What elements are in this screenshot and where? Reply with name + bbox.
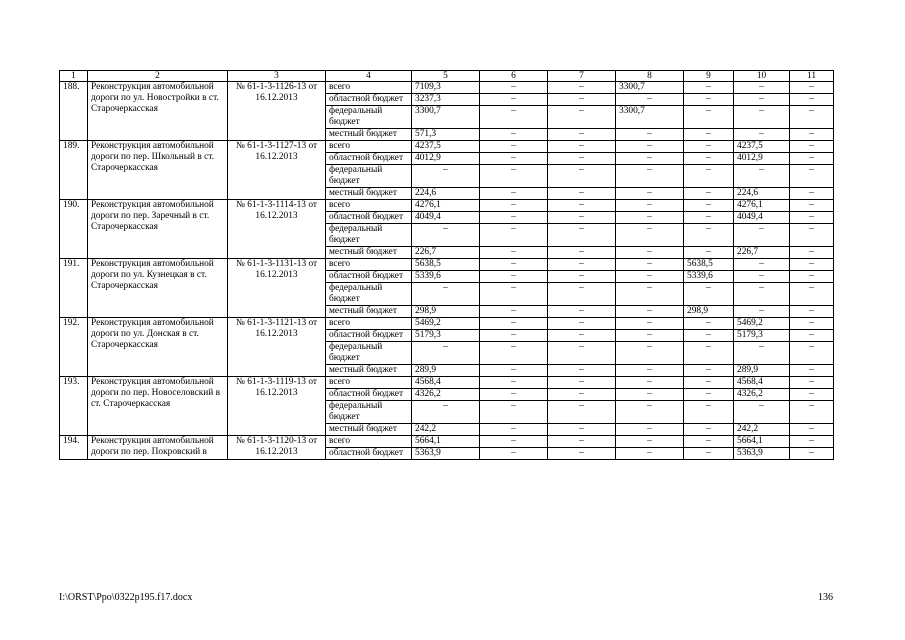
row-number: 188. [60, 82, 88, 141]
row-number: 192. [60, 318, 88, 377]
amount-cell: – [548, 224, 616, 247]
amount-cell: 242,2 [734, 424, 790, 436]
amount-cell: – [790, 330, 834, 342]
amount-cell: 7109,3 [412, 82, 480, 94]
amount-cell: – [548, 94, 616, 106]
table-body [60, 82, 834, 460]
document-ref: № 61-1-3-1120-13 от 16.12.2013 [228, 436, 326, 460]
amount-cell: – [412, 401, 480, 424]
amount-cell: 4012,9 [412, 153, 480, 165]
amount-cell: – [734, 106, 790, 129]
table-row [60, 377, 834, 389]
document-ref: № 61-1-3-1126-13 от 16.12.2013 [228, 82, 326, 141]
amount-cell: – [616, 165, 684, 188]
funding-source: местный бюджет [326, 188, 412, 200]
amount-cell: 5664,1 [412, 436, 480, 448]
column-header: 3 [228, 71, 326, 82]
amount-cell: 4049,4 [734, 212, 790, 224]
amount-cell: – [548, 141, 616, 153]
amount-cell: – [480, 224, 548, 247]
object-name: Реконструкция автомобильной дороги по пер. Школьный в ст. Старочеркасская [88, 141, 228, 200]
amount-cell: – [616, 247, 684, 259]
amount-cell: – [480, 247, 548, 259]
amount-cell: – [734, 129, 790, 141]
amount-cell: – [684, 106, 734, 129]
amount-cell: – [616, 436, 684, 448]
amount-cell: – [734, 94, 790, 106]
amount-cell: – [480, 283, 548, 306]
amount-cell: – [480, 436, 548, 448]
header-row [60, 71, 834, 82]
amount-cell: – [548, 342, 616, 365]
column-header: 10 [734, 71, 790, 82]
amount-cell: – [790, 129, 834, 141]
amount-cell: – [684, 377, 734, 389]
funding-source: всего [326, 82, 412, 94]
amount-cell: 5179,3 [734, 330, 790, 342]
row-number: 190. [60, 200, 88, 259]
amount-cell: – [548, 436, 616, 448]
amount-cell: – [684, 141, 734, 153]
amount-cell: – [616, 448, 684, 460]
amount-cell: – [616, 129, 684, 141]
page-number: 136 [818, 592, 833, 603]
object-name: Реконструкция автомобильной дороги по ул. Новостройки в ст. Старочеркасская [88, 82, 228, 141]
amount-cell: – [790, 401, 834, 424]
table-row [60, 259, 834, 271]
amount-cell: – [616, 200, 684, 212]
amount-cell: – [548, 389, 616, 401]
funding-source: областной бюджет [326, 94, 412, 106]
amount-cell: – [480, 94, 548, 106]
amount-cell: – [790, 141, 834, 153]
amount-cell: – [480, 200, 548, 212]
object-name: Реконструкция автомобильной дороги по ул. Кузнецкая в ст. Старочеркасская [88, 259, 228, 318]
object-name: Реконструкция автомобильной дороги по пер. Новоселовский в ст. Старочеркасская [88, 377, 228, 436]
amount-cell: – [790, 424, 834, 436]
amount-cell: 289,9 [734, 365, 790, 377]
amount-cell: – [480, 330, 548, 342]
amount-cell: – [480, 106, 548, 129]
funding-source: всего [326, 259, 412, 271]
amount-cell: 5638,5 [412, 259, 480, 271]
amount-cell: – [616, 377, 684, 389]
column-header: 6 [480, 71, 548, 82]
amount-cell: – [790, 106, 834, 129]
amount-cell: – [548, 283, 616, 306]
amount-cell: – [616, 141, 684, 153]
column-header: 4 [326, 71, 412, 82]
amount-cell: 3237,3 [412, 94, 480, 106]
amount-cell: – [790, 389, 834, 401]
amount-cell: – [412, 342, 480, 365]
funding-source: всего [326, 436, 412, 448]
amount-cell: 5664,1 [734, 436, 790, 448]
amount-cell: – [684, 129, 734, 141]
funding-source: местный бюджет [326, 424, 412, 436]
amount-cell: 5363,9 [734, 448, 790, 460]
amount-cell: – [790, 377, 834, 389]
funding-source: местный бюджет [326, 306, 412, 318]
amount-cell: – [480, 153, 548, 165]
amount-cell: – [548, 129, 616, 141]
amount-cell: – [548, 247, 616, 259]
amount-cell: – [412, 224, 480, 247]
amount-cell: – [790, 342, 834, 365]
column-header: 8 [616, 71, 684, 82]
amount-cell: – [790, 436, 834, 448]
amount-cell: – [684, 188, 734, 200]
funding-source: федеральный бюджет [326, 106, 412, 129]
amount-cell: 3300,7 [616, 82, 684, 94]
amount-cell: – [790, 365, 834, 377]
amount-cell: – [480, 259, 548, 271]
funding-source: местный бюджет [326, 129, 412, 141]
amount-cell: – [790, 165, 834, 188]
amount-cell: – [616, 318, 684, 330]
amount-cell: – [616, 188, 684, 200]
amount-cell: – [790, 188, 834, 200]
amount-cell: 226,7 [734, 247, 790, 259]
amount-cell: – [790, 247, 834, 259]
amount-cell: – [480, 389, 548, 401]
amount-cell: 289,9 [412, 365, 480, 377]
funding-source: всего [326, 318, 412, 330]
amount-cell: 4276,1 [734, 200, 790, 212]
amount-cell: 4049,4 [412, 212, 480, 224]
document-ref: № 61-1-3-1127-13 от 16.12.2013 [228, 141, 326, 200]
amount-cell: – [616, 330, 684, 342]
amount-cell: – [548, 424, 616, 436]
amount-cell: – [684, 94, 734, 106]
amount-cell: 224,6 [412, 188, 480, 200]
column-header: 11 [790, 71, 834, 82]
amount-cell: – [790, 82, 834, 94]
amount-cell: 298,9 [412, 306, 480, 318]
amount-cell: – [548, 82, 616, 94]
amount-cell: – [412, 165, 480, 188]
amount-cell: – [412, 283, 480, 306]
amount-cell: – [480, 129, 548, 141]
amount-cell: – [790, 200, 834, 212]
document-ref: № 61-1-3-1119-13 от 16.12.2013 [228, 377, 326, 436]
amount-cell: – [734, 165, 790, 188]
amount-cell: – [734, 224, 790, 247]
amount-cell: 5469,2 [412, 318, 480, 330]
amount-cell: – [790, 94, 834, 106]
amount-cell: – [548, 377, 616, 389]
amount-cell: – [616, 342, 684, 365]
document-ref: № 61-1-3-1114-13 от 16.12.2013 [228, 200, 326, 259]
amount-cell: 571,3 [412, 129, 480, 141]
amount-cell: – [790, 283, 834, 306]
amount-cell: – [548, 200, 616, 212]
amount-cell: – [480, 306, 548, 318]
amount-cell: – [480, 377, 548, 389]
amount-cell: – [790, 153, 834, 165]
amount-cell: 226,7 [412, 247, 480, 259]
amount-cell: – [616, 401, 684, 424]
amount-cell: 4326,2 [734, 389, 790, 401]
amount-cell: – [480, 82, 548, 94]
amount-cell: – [790, 318, 834, 330]
amount-cell: – [684, 165, 734, 188]
funding-source: областной бюджет [326, 271, 412, 283]
row-number: 189. [60, 141, 88, 200]
amount-cell: – [684, 153, 734, 165]
table-row [60, 200, 834, 212]
amount-cell: 4012,9 [734, 153, 790, 165]
budget-table [59, 70, 834, 460]
funding-source: всего [326, 377, 412, 389]
amount-cell: – [480, 424, 548, 436]
row-number: 194. [60, 436, 88, 460]
object-name: Реконструкция автомобильной дороги по пер. Покровский в [88, 436, 228, 460]
amount-cell: – [548, 153, 616, 165]
row-number: 191. [60, 259, 88, 318]
amount-cell: 4237,5 [412, 141, 480, 153]
document-ref: № 61-1-3-1131-13 от 16.12.2013 [228, 259, 326, 318]
amount-cell: – [684, 424, 734, 436]
funding-source: федеральный бюджет [326, 165, 412, 188]
amount-cell: – [790, 224, 834, 247]
amount-cell: 4276,1 [412, 200, 480, 212]
table-row [60, 82, 834, 94]
table-row [60, 318, 834, 330]
amount-cell: 242,2 [412, 424, 480, 436]
amount-cell: – [480, 271, 548, 283]
amount-cell: – [616, 153, 684, 165]
amount-cell: – [734, 306, 790, 318]
column-header: 1 [60, 71, 88, 82]
row-number: 193. [60, 377, 88, 436]
amount-cell: – [790, 212, 834, 224]
funding-source: федеральный бюджет [326, 283, 412, 306]
amount-cell: – [684, 330, 734, 342]
amount-cell: – [616, 306, 684, 318]
funding-source: областной бюджет [326, 448, 412, 460]
column-header: 7 [548, 71, 616, 82]
amount-cell: 5469,2 [734, 318, 790, 330]
table-row [60, 141, 834, 153]
funding-source: областной бюджет [326, 330, 412, 342]
amount-cell: – [548, 106, 616, 129]
amount-cell: – [734, 401, 790, 424]
amount-cell: – [734, 259, 790, 271]
column-header: 2 [88, 71, 228, 82]
amount-cell: – [734, 271, 790, 283]
amount-cell: – [684, 318, 734, 330]
object-name: Реконструкция автомобильной дороги по пер. Заречный в ст. Старочеркасская [88, 200, 228, 259]
amount-cell: – [548, 365, 616, 377]
amount-cell: 4568,4 [412, 377, 480, 389]
amount-cell: – [548, 188, 616, 200]
amount-cell: 5638,5 [684, 259, 734, 271]
table-row [60, 436, 834, 448]
amount-cell: 5339,6 [412, 271, 480, 283]
amount-cell: – [548, 448, 616, 460]
amount-cell: – [616, 283, 684, 306]
amount-cell: – [684, 401, 734, 424]
amount-cell: – [684, 365, 734, 377]
amount-cell: – [790, 259, 834, 271]
file-path: I:\ORST\Ppo\0322p195.f17.docx [59, 592, 193, 603]
funding-source: федеральный бюджет [326, 224, 412, 247]
funding-source: всего [326, 200, 412, 212]
amount-cell: 3300,7 [412, 106, 480, 129]
amount-cell: – [480, 165, 548, 188]
funding-source: областной бюджет [326, 389, 412, 401]
amount-cell: – [480, 141, 548, 153]
amount-cell: – [684, 342, 734, 365]
amount-cell: – [548, 318, 616, 330]
amount-cell: – [480, 401, 548, 424]
amount-cell: – [548, 401, 616, 424]
funding-source: областной бюджет [326, 153, 412, 165]
amount-cell: – [616, 259, 684, 271]
amount-cell: 5339,6 [684, 271, 734, 283]
amount-cell: – [616, 271, 684, 283]
amount-cell: – [734, 82, 790, 94]
amount-cell: – [548, 259, 616, 271]
amount-cell: – [684, 200, 734, 212]
funding-source: областной бюджет [326, 212, 412, 224]
amount-cell: – [616, 424, 684, 436]
amount-cell: 5179,3 [412, 330, 480, 342]
amount-cell: 4568,4 [734, 377, 790, 389]
amount-cell: – [480, 448, 548, 460]
document-ref: № 61-1-3-1121-13 от 16.12.2013 [228, 318, 326, 377]
amount-cell: – [548, 212, 616, 224]
amount-cell: 224,6 [734, 188, 790, 200]
amount-cell: – [480, 212, 548, 224]
amount-cell: – [684, 247, 734, 259]
amount-cell: – [790, 448, 834, 460]
amount-cell: 298,9 [684, 306, 734, 318]
amount-cell: – [616, 94, 684, 106]
amount-cell: – [548, 165, 616, 188]
amount-cell: 4326,2 [412, 389, 480, 401]
amount-cell: – [616, 224, 684, 247]
amount-cell: – [734, 342, 790, 365]
amount-cell: – [684, 224, 734, 247]
amount-cell: – [734, 283, 790, 306]
amount-cell: 4237,5 [734, 141, 790, 153]
amount-cell: – [548, 330, 616, 342]
amount-cell: – [616, 389, 684, 401]
amount-cell: – [684, 436, 734, 448]
funding-source: местный бюджет [326, 247, 412, 259]
amount-cell: – [684, 448, 734, 460]
amount-cell: – [480, 318, 548, 330]
amount-cell: – [480, 365, 548, 377]
object-name: Реконструкция автомобильной дороги по ул. Донская в ст. Старочеркасская [88, 318, 228, 377]
amount-cell: – [790, 271, 834, 283]
amount-cell: – [684, 212, 734, 224]
amount-cell: – [790, 306, 834, 318]
amount-cell: – [616, 212, 684, 224]
amount-cell: 5363,9 [412, 448, 480, 460]
funding-source: федеральный бюджет [326, 401, 412, 424]
amount-cell: – [548, 306, 616, 318]
amount-cell: – [480, 188, 548, 200]
amount-cell: – [548, 271, 616, 283]
funding-source: местный бюджет [326, 365, 412, 377]
funding-source: федеральный бюджет [326, 342, 412, 365]
amount-cell: – [684, 82, 734, 94]
amount-cell: – [684, 283, 734, 306]
column-header: 5 [412, 71, 480, 82]
amount-cell: 3300,7 [616, 106, 684, 129]
amount-cell: – [684, 389, 734, 401]
amount-cell: – [480, 342, 548, 365]
funding-source: всего [326, 141, 412, 153]
amount-cell: – [616, 365, 684, 377]
column-header: 9 [684, 71, 734, 82]
